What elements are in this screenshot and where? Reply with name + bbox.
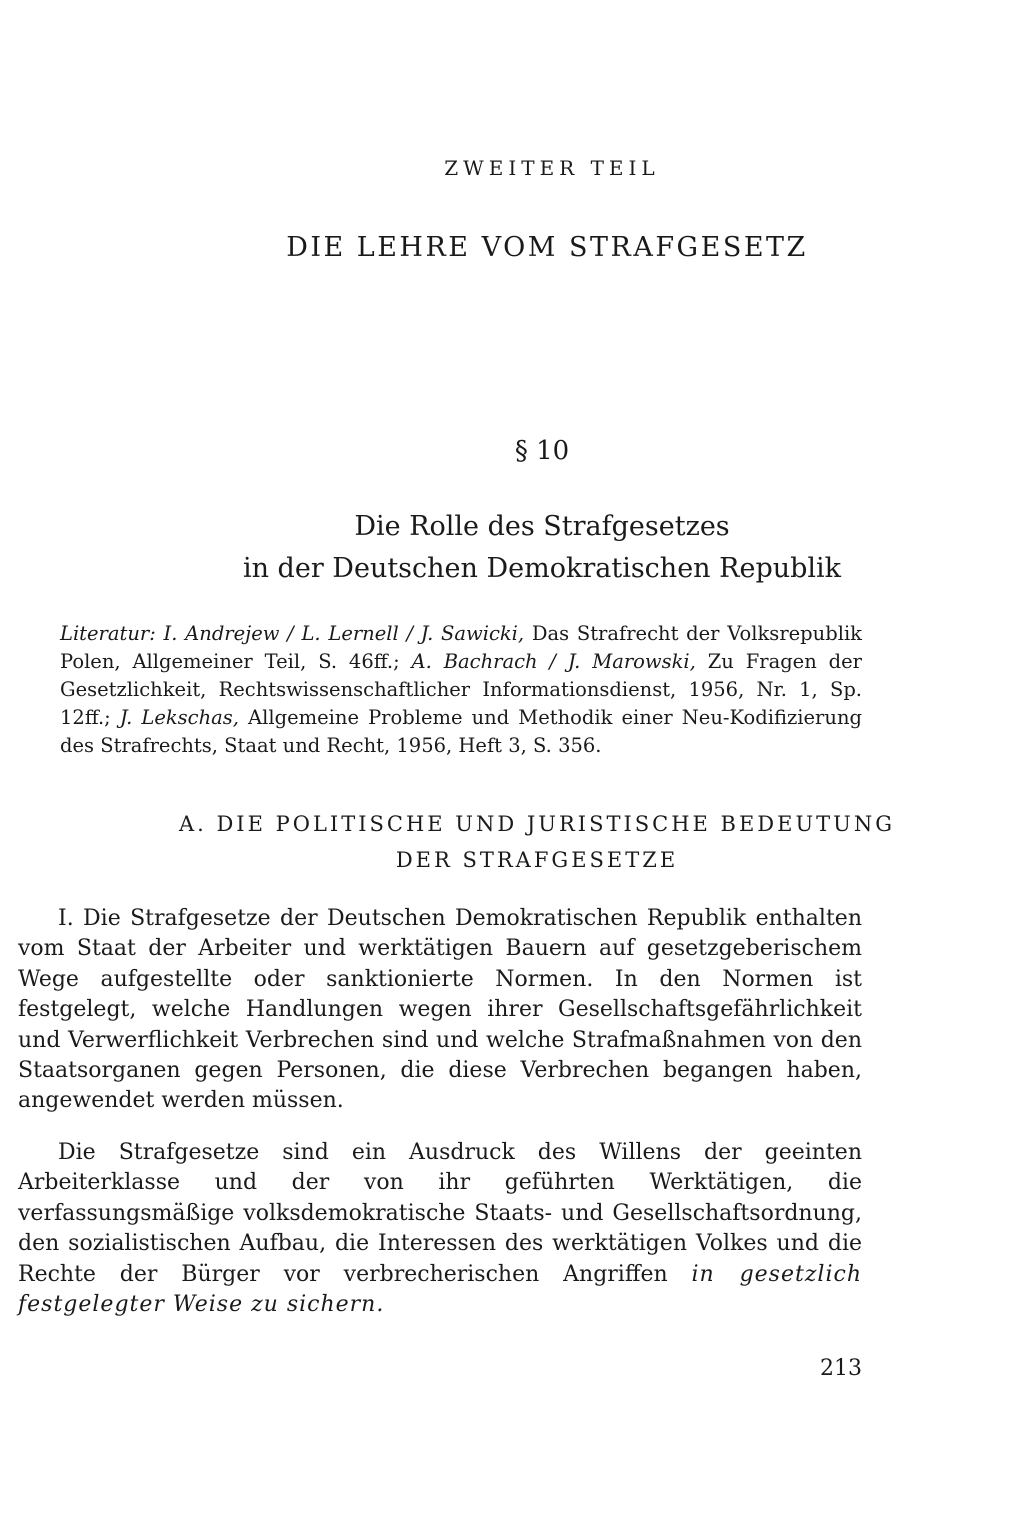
literature-text-3: Allgemeine Probleme und Methodik einer Neu-Kodifizierung des Strafrechts, Staat und Recht, 1956, Heft 3, S. 356. [60, 706, 862, 757]
paragraph-2-text: Die Strafgesetze sind ein Ausdruck des Willens der geeinten Arbeiterklasse und der von ihr geführten Werktätigen, die verfassungsmäßige volksdemokratische Staats- und Gesellschaftsordnung, den sozialistischen Aufbau, die Interessen des werktätigen Volkes und die Rechte der Bürger vor verbrecherischen Angriffen [18, 1140, 862, 1287]
subsection-heading-line-2: DER STRAFGESETZE [395, 848, 679, 872]
literature-ref-3: J. Lekschas, [119, 706, 239, 729]
literature-ref-2: A. Bachrach / J. Marowski, [411, 650, 696, 673]
paragraph-2-emphasis: in gesetzlich festgelegter Weise zu sichern. [18, 1261, 862, 1318]
subsection-heading-line-1: A. DIE POLITISCHE UND JURISTISCHE BEDEUTUNG [178, 812, 896, 836]
part-title: DIE LEHRE VOM STRAFGESETZ [286, 232, 808, 263]
section-title-line-1: Die Rolle des Strafgesetzes [354, 511, 730, 542]
page-number: 213 [820, 1356, 862, 1381]
section-number: § 10 [514, 436, 570, 466]
literature-text-1: Das Strafrecht der Volksrepublik Polen, Allgemeiner Teil, S. 46ff.; [60, 622, 862, 673]
subsection-heading [0, 806, 1024, 878]
section-title-line-2: in der Deutschen Demokratischen Republik [242, 553, 842, 584]
paragraph-2 [18, 1138, 862, 1320]
section-title [0, 506, 1024, 590]
literature-lead: Literatur: I. Andrejew / L. Lernell / J. Sawicki, [60, 622, 525, 645]
part-label: ZWEITER TEIL [444, 156, 660, 180]
literature-references [60, 620, 862, 760]
literature-text-2: Zu Fragen der Gesetzlichkeit, Rechtswissenschaftlicher Informationsdienst, 1956, Nr. 1, Sp. 12ff.; [60, 650, 862, 729]
paragraph-1: I. Die Strafgesetze der Deutschen Demokratischen Republik enthalten vom Staat der Arbeiter und werktätigen Bauern auf gesetzgeberischem Wege aufgestellte oder sanktionierte Normen. In den Normen ist festgelegt, welche Handlungen wegen ihrer Gesellschaftsgefährlichkeit und Verwerflichkeit Verbrechen sind und welche Strafmaßnahmen von den Staatsorganen gegen Personen, die diese Verbrechen begangen haben, angewendet werden müssen. [18, 906, 862, 1114]
